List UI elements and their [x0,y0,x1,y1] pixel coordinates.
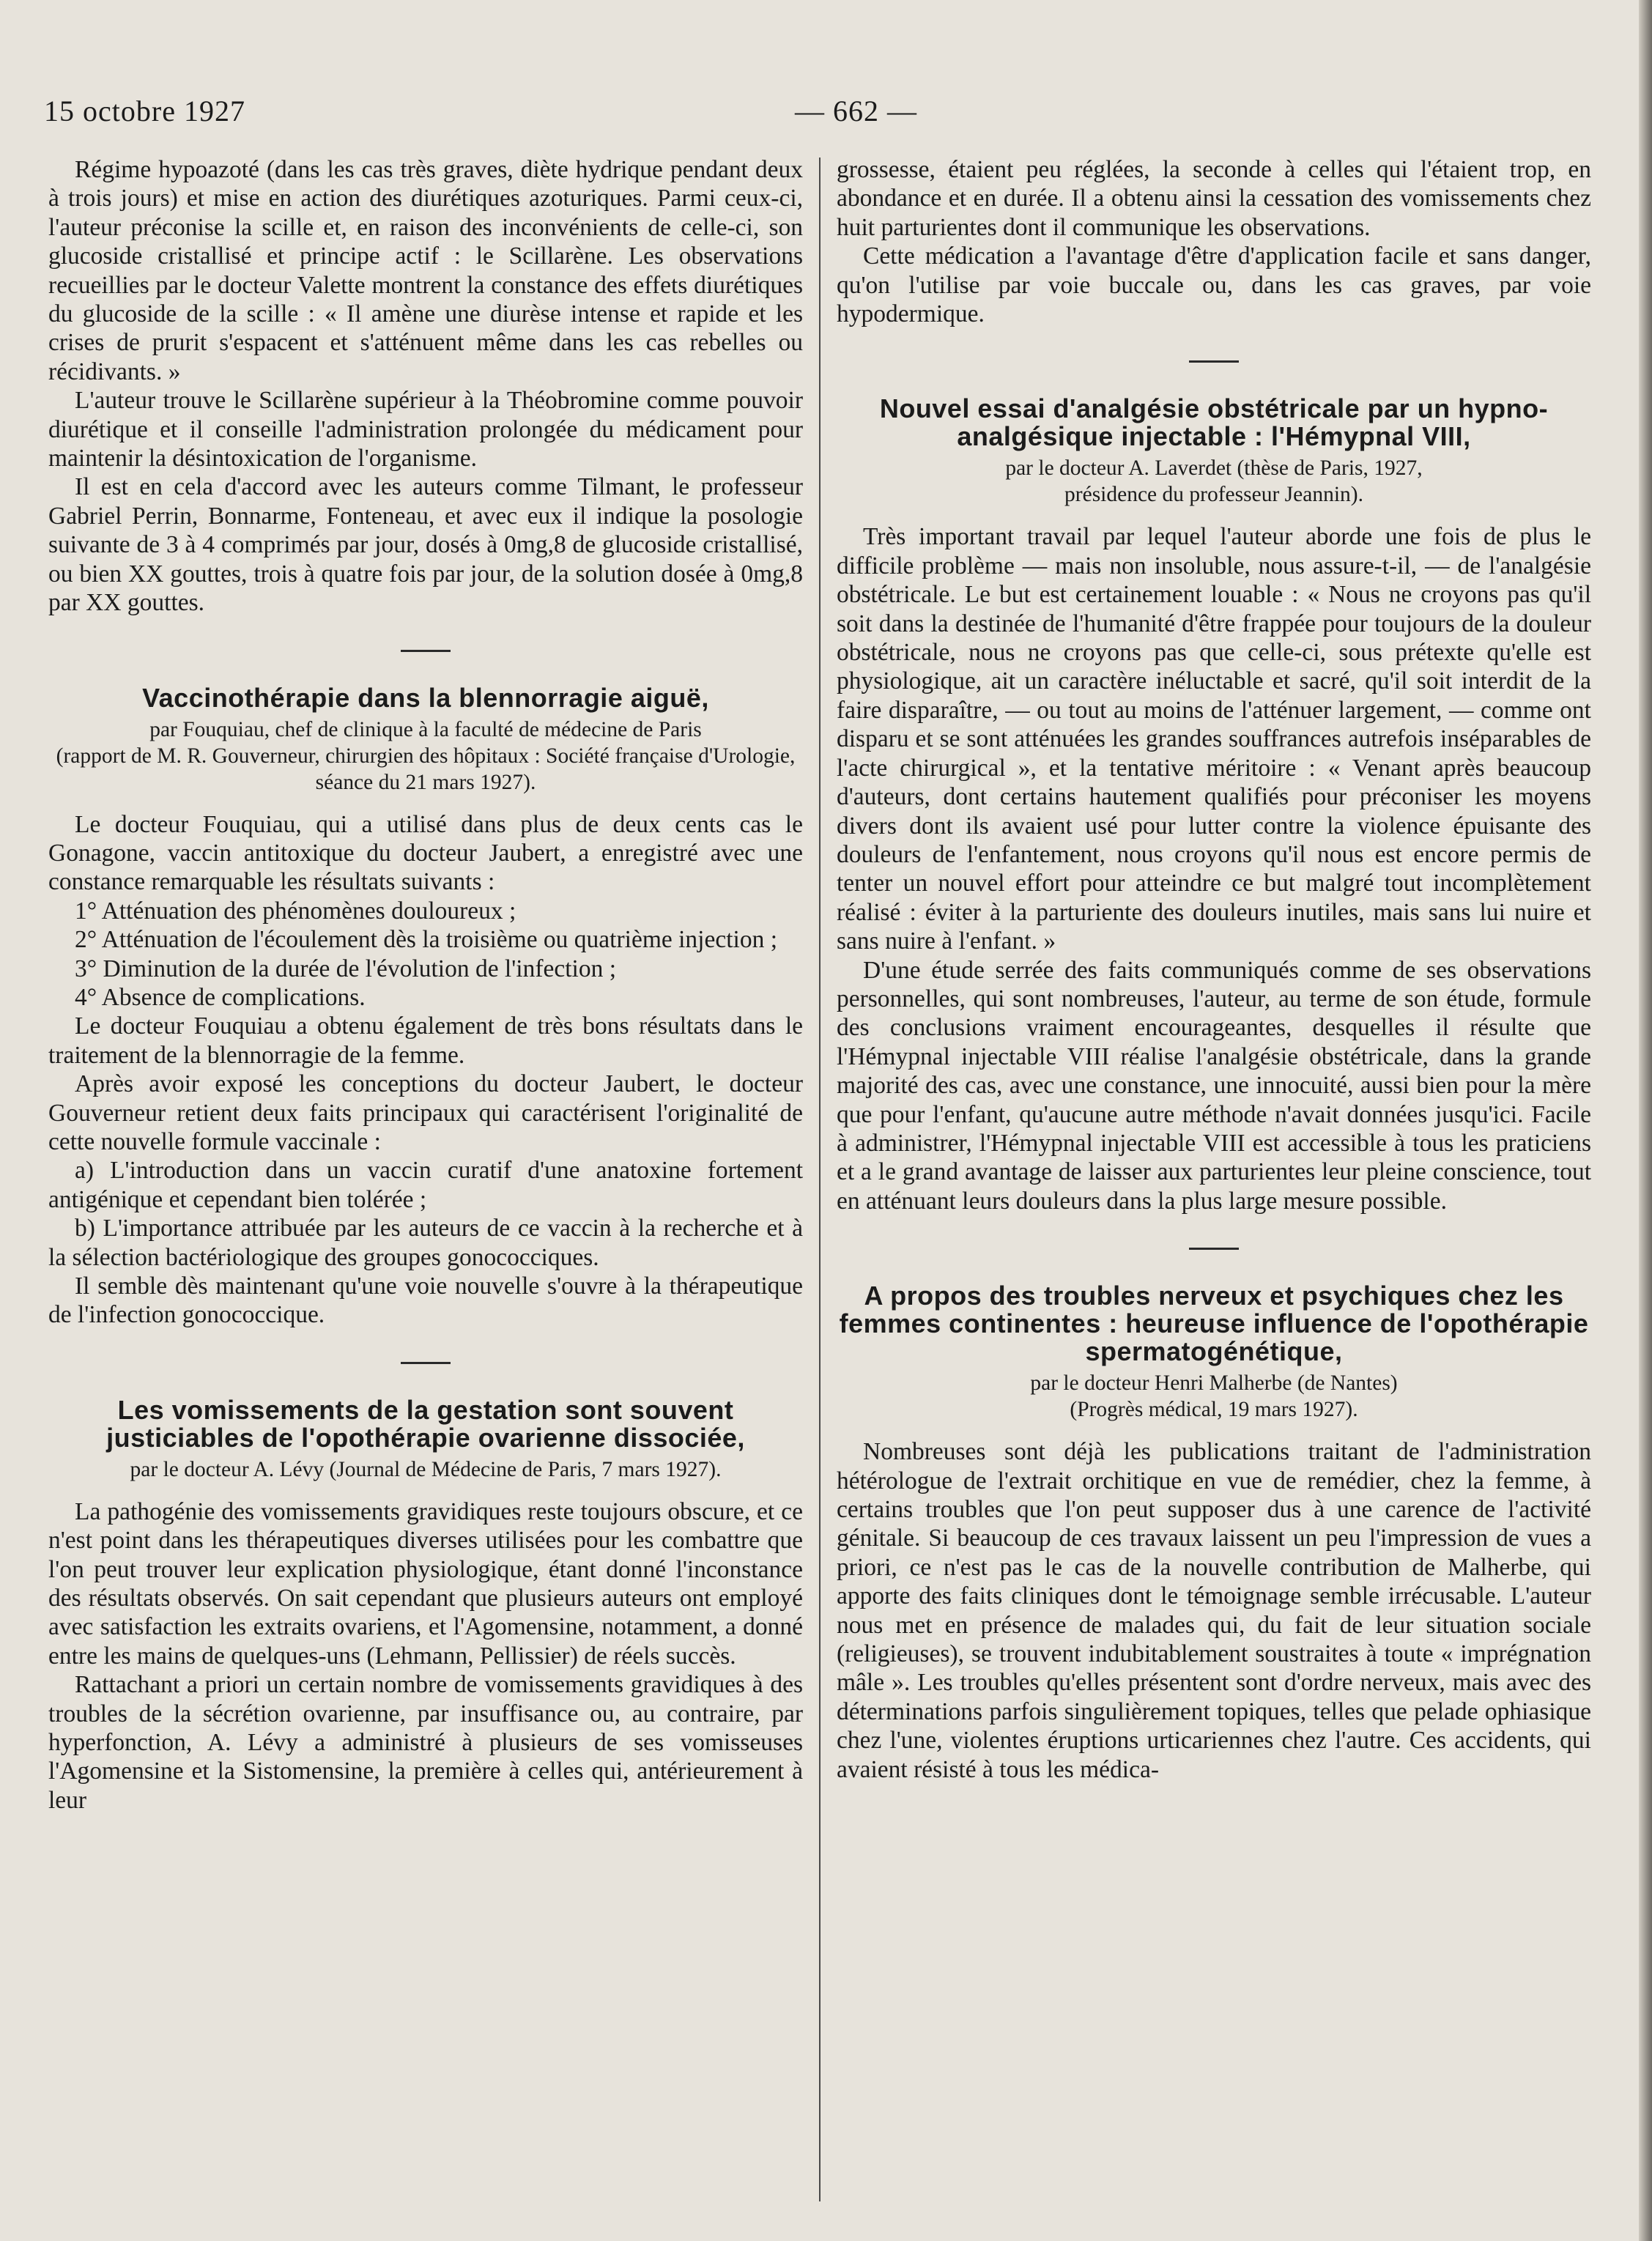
right-column [837,155,1591,2221]
paragraph: Le docteur Fouquiau a obtenu également de très bons résultats dans le traitement de la blennorragie de la femme. [48,1012,803,1069]
list-item: 1° Atténuation des phénomènes douloureux ; [75,897,516,925]
paragraph: b) L'importance attribuée par les auteurs de ce vaccin à la recherche et à la sélection bactériologique des groupes gonococciques. [48,1215,803,1271]
article-title: A propos des troubles nerveux et psychiques chez les femmes continentes : heureuse influence de l'opothérapie spermatogénétique, [839,1281,1589,1367]
article-byline: par le docteur Henri Malherbe (de Nantes) [1030,1371,1398,1396]
paragraph: Le docteur Fouquiau, qui a utilisé dans plus de deux cents cas le Gonagone, vaccin antitoxique du docteur Jaubert, a enregistré avec une constance remarquable les résultats suivants : [48,810,803,896]
list-item: 2° Atténuation de l'écoulement dès la troisième ou quatrième injection ; [75,926,778,954]
article-byline: (Progrès médical, 19 mars 1927). [1070,1398,1358,1422]
article-byline: par le docteur A. Laverdet (thèse de Paris, 1927, [1005,456,1423,481]
article-byline: par le docteur A. Lévy (Journal de Médecine de Paris, 7 mars 1927). [130,1457,722,1481]
column-divider [819,158,821,2201]
paragraph: L'auteur trouve le Scillarène supérieur à la Théobromine comme pouvoir diurétique et il conseille l'administration prolongée du médicament pour maintenir la désintoxication de l'organisme. [48,387,803,473]
section-separator [401,650,451,652]
left-column [48,155,803,2221]
paragraph: Régime hypoazoté (dans les cas très graves, diète hydrique pendant deux à trois jours) et mise en action des diurétiques azoturiques. Parmi ceux-ci, l'auteur préconise la scille et, en raison des inconvénients de celle-ci, son glucoside cristallisé et principe actif : le Scillarène. Les observations recueillies par le docteur Valette montrent la constance des effets diurétiques du glucoside de la scille : « Il amène une diurèse intense et rapide et les crises de prurit s'espacent et s'atténuent même dans les cas rebelles ou récidivants. » [48,156,803,385]
article-title: Nouvel essai d'analgésie obstétricale par un hypno-analgésique injectable : l'Hémypnal VIII, [879,393,1549,452]
paragraph: Après avoir exposé les conceptions du docteur Jaubert, le docteur Gouverneur retient deux faits principaux qui caractérisent l'originalité de cette nouvelle formule vaccinale : [48,1070,803,1155]
article-title: Vaccinothérapie dans la blennorragie aiguë, [142,682,709,713]
page-edge [1639,0,1652,2241]
page-header [44,94,1612,138]
section-separator [1189,1248,1239,1250]
list-item: 3° Diminution de la durée de l'évolution de l'infection ; [75,955,617,982]
paragraph: Cette médication a l'avantage d'être d'application facile et sans danger, qu'on l'utilise par voie buccale ou, dans les cas graves, par voie hypodermique. [837,242,1591,328]
list-item: 4° Absence de complications. [75,983,366,1011]
paragraph: grossesse, étaient peu réglées, la seconde à celles qui l'étaient trop, en abondance et en durée. Il a obtenu ainsi la cessation des vomissements chez huit parturientes dont il communique les observations. [837,156,1591,241]
article-byline: présidence du professeur Jeannin). [1064,483,1363,507]
paragraph: Il est en cela d'accord avec les auteurs comme Tilmant, le professeur Gabriel Perrin, Bonnarme, Fonteneau, et avec eux il indique la posologie suivante de 3 à 4 comprimés par jour, dosés à 0mg,8 de glucoside cristallisé, ou bien XX gouttes, trois à quatre fois par jour, de la solution dosée à 0mg,8 par XX gouttes. [48,473,803,617]
paragraph: Très important travail par lequel l'auteur aborde une fois de plus le difficile problème — mais non insoluble, nous assure-t-il, — de l'analgésie obstétricale. Le but est certainement louable : « Nous ne croyons pas qu'il soit dans la destinée de l'humanité d'être frappée pour toujours de la douleur obstétricale, nous ne croyons pas que celle-ci, sous prétexte qu'elle est physiologique, ait un caractère inéluctable et sacré, qu'il soit interdit de la faire disparaître, — ou tout au moins de l'atténuer largement, — comme ont disparu et se sont atténuées les grandes souffrances autrefois inséparables de l'acte chirurgical », et la tentative méritoire : « Venant après beaucoup d'auteurs, dont certains hautement qualifiés pour préconiser les moyens divers dont ils avaient usé pour lutter contre la violence épuisante des douleurs de l'enfantement, nous croyons qu'il nous est encore permis de tenter un nouvel effort pour atteindre ce but malgré tout incomplètement réalisé : éviter à la parturiente des douleurs inutiles, mais sans lui nuire et sans nuire à l'enfant. » [837,523,1591,955]
paragraph: D'une étude serrée des faits communiqués comme de ses observations personnelles, qui sont nombreuses, l'auteur, au terme de son étude, formule des conclusions vraiment encourageantes, desquelles il résulte que l'Hémypnal injectable VIII réalise l'analgésie obstétricale, dans la grande majorité des cas, avec une constance, une innocuité, aussi bien pour la mère que pour l'enfant, qu'aucune autre méthode n'avait données jusqu'ici. Facile à administrer, l'Hémypnal injectable VIII est accessible à tous les praticiens et a le grand avantage de laisser aux parturientes leur pleine conscience, tout en atténuant leurs douleurs dans la plus large mesure possible. [837,956,1591,1215]
paragraph: Il semble dès maintenant qu'une voie nouvelle s'ouvre à la thérapeutique de l'infection gonococcique. [48,1273,803,1329]
article-byline: (rapport de M. R. Gouverneur, chirurgien des hôpitaux : Société française d'Urologie, séance du 21 mars 1927). [56,744,796,794]
article-byline: par Fouquiau, chef de clinique à la faculté de médecine de Paris [149,717,702,741]
issue-date: 15 octobre 1927 [44,95,245,127]
section-separator [401,1362,451,1364]
article-title: Les vomissements de la gestation sont souvent justiciables de l'opothérapie ovarienne dissociée, [106,1394,745,1453]
paragraph: La pathogénie des vomissements gravidiques reste toujours obscure, et ce n'est point dans les thérapeutiques diverses utilisées pour les combattre que l'on peut trouver leur explication physiologique, étant donné l'inconstance des résultats observés. On sait cependant que plusieurs auteurs ont employé avec satisfaction les extraits ovariens, et l'Agomensine, notamment, a donné entre les mains de quelques-uns (Lehmann, Pellissier) de réels succès. [48,1497,803,1670]
paragraph: Nombreuses sont déjà les publications traitant de l'administration hétérologue de l'extrait orchitique en vue de remédier, chez la femme, à certains troubles que l'on peut supposer dus à une carence de l'activité génitale. Si beaucoup de ces travaux laissent un peu l'impression de vues a priori, ce n'est pas le cas de la nouvelle contribution de Malherbe, qui apporte des faits cliniques dont le témoignage semble irrécusable. L'auteur nous met en présence de malades qui, du fait de leur situation sociale (religieuses), se trouvent indubitablement soustraites à toute « imprégnation mâle ». Les troubles qu'elles présentent sont d'ordre nerveux, mais avec des déterminations parfois singulièrement topiques, telles que pelade ophiasique chez l'une, violentes éruptions urticariennes chez l'autre. Ces accidents, qui avaient résisté à tous les médica- [837,1438,1591,1783]
section-separator [1189,360,1239,363]
page-number: — 662 — [795,95,917,127]
paragraph: Rattachant a priori un certain nombre de vomissements gravidiques à des troubles de la sécrétion ovarienne, par insuffisance ou, au contraire, par hyperfonction, A. Lévy a administré à plusieurs de ses vomisseuses l'Agomensine et la Sistomensine, la première à celles qui, antérieurement à leur [48,1671,803,1814]
paragraph: a) L'introduction dans un vaccin curatif d'une anatoxine fortement antigénique et cependant bien tolérée ; [48,1157,803,1213]
